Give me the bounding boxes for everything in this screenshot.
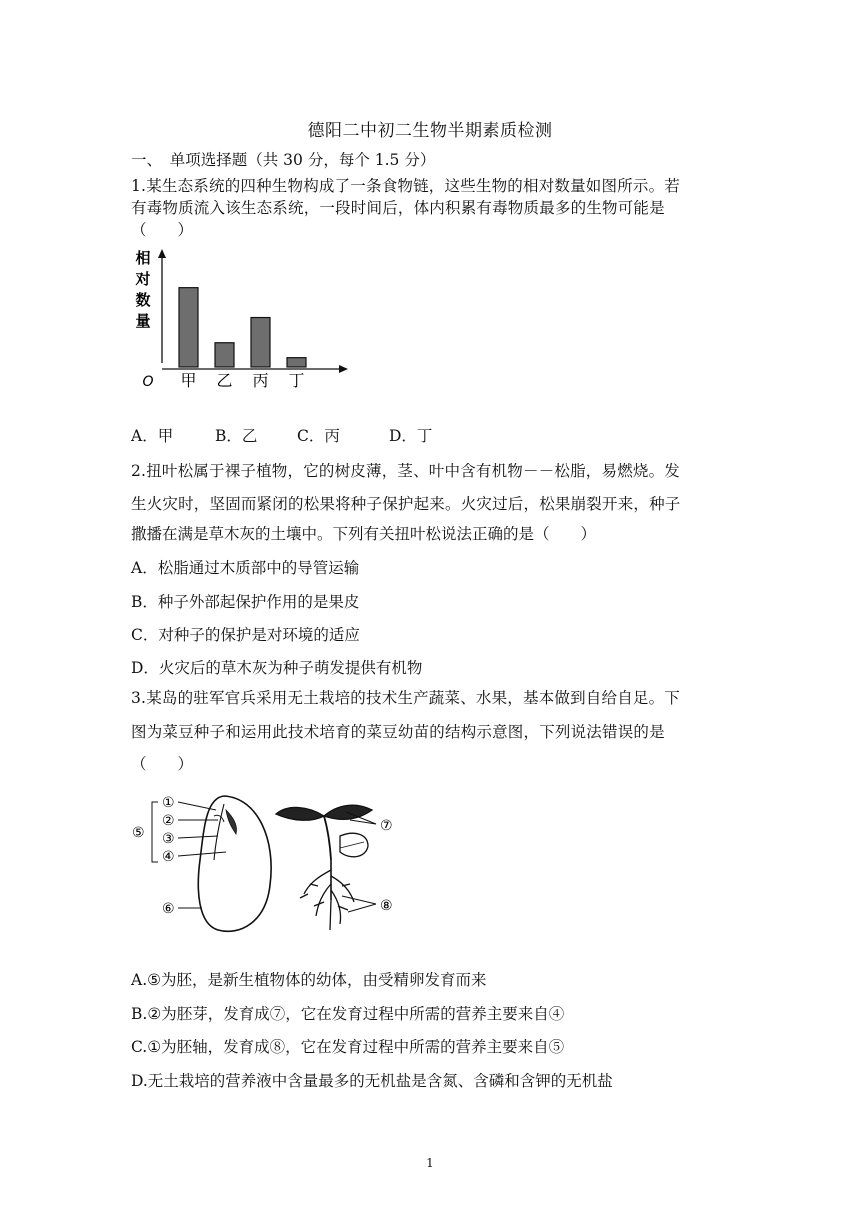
x-axis-arrow-icon — [339, 365, 348, 373]
q2-option-b[interactable]: B．种子外部起保护作用的是果皮 — [131, 593, 360, 611]
x-tick-label-2: 乙 — [216, 371, 233, 390]
x-tick-label-3: 丙 — [252, 371, 269, 390]
seedling-label-8: ⑧ — [380, 898, 393, 914]
bean-seedling-illustration — [276, 805, 372, 930]
seedling-label-7: ⑦ — [380, 818, 393, 834]
bar-3 — [251, 318, 270, 367]
seed-label-5: ⑤ — [132, 825, 145, 841]
section-heading: 一、 单项选择题（共 30 分，每个 1.5 分） — [131, 151, 436, 169]
q2-text-line-2: 生火灾时，坚固而紧闭的松果将种子保护起来。火灾过后，松果崩裂开来，种子 — [131, 495, 681, 513]
x-tick-label-4: 丁 — [288, 371, 305, 390]
q1-option-a[interactable]: A．甲 — [131, 427, 174, 445]
q3-option-a[interactable]: A.⑤为胚，是新生植物体的幼体，由受精卵发育而来 — [131, 971, 487, 989]
q3-text-line-2: 图为菜豆种子和运用此技术培育的菜豆幼苗的结构示意图，下列说法错误的是 — [131, 723, 665, 741]
page-title: 德阳二中初二生物半期素质检测 — [307, 121, 553, 141]
q3-option-d[interactable]: D.无土栽培的营养液中含量最多的无机盐是含氮、含磷和含钾的无机盐 — [131, 1072, 613, 1090]
q2-option-d[interactable]: D．火灾后的草木灰为种子萌发提供有机物 — [131, 659, 423, 677]
q2-option-a[interactable]: A．松脂通过木质部中的导管运输 — [131, 559, 360, 577]
q1-option-b[interactable]: B．乙 — [215, 427, 258, 445]
seed-seedling-diagram — [128, 790, 428, 940]
q1-answer-blank: （ ） — [131, 221, 194, 239]
bean-seed-illustration — [198, 796, 271, 931]
q3-option-b[interactable]: B.②为胚芽，发育成⑦，它在发育过程中所需的营养主要来自④ — [131, 1005, 565, 1023]
q2-text-line-3: 撒播在满是草木灰的土壤中。下列有关扭叶松说法正确的是（ ） — [131, 525, 597, 543]
q1-text-line-2: 有毒物质流入该生态系统，一段时间后，体内积累有毒物质最多的生物可能是 — [131, 199, 665, 217]
q1-options — [131, 426, 731, 446]
seed-label-3: ③ — [162, 831, 175, 847]
chart-origin-label: O — [142, 374, 154, 390]
seed-label-2: ② — [162, 813, 175, 829]
bar-1 — [179, 288, 198, 367]
y-axis-arrow-icon — [158, 249, 166, 258]
chart-ylabel — [134, 249, 150, 330]
q3-text-line-1: 3.某岛的驻军官兵采用无土栽培的技术生产蔬菜、水果，基本做到自给自足。下 — [131, 689, 680, 707]
seedling-label-lines — [342, 812, 376, 912]
q1-bar-chart — [126, 245, 366, 395]
x-tick-label-1: 甲 — [180, 371, 197, 390]
q1-option-d[interactable]: D．丁 — [389, 427, 433, 445]
bar-2 — [215, 343, 234, 367]
bar-4 — [287, 358, 306, 367]
q3-answer-blank: （ ） — [131, 755, 194, 773]
q2-option-c[interactable]: C．对种子的保护是对环境的适应 — [131, 626, 360, 644]
y-axis-label: 相对数量 — [135, 249, 151, 330]
seed-label-1: ① — [162, 795, 175, 811]
seed-label-6: ⑥ — [162, 901, 175, 917]
q1-option-c[interactable]: C．丙 — [297, 427, 340, 445]
q3-option-c[interactable]: C.①为胚轴，发育成⑧，它在发育过程中所需的营养主要来自⑤ — [131, 1038, 565, 1056]
q2-text-line-1: 2.扭叶松属于裸子植物，它的树皮薄，茎、叶中含有机物－－松脂，易燃烧。发 — [131, 462, 680, 480]
page-number: 1 — [426, 1156, 434, 1170]
q1-text-line-1: 1.某生态系统的四种生物构成了一条食物链，这些生物的相对数量如图所示。若 — [131, 177, 680, 195]
seed-label-4: ④ — [162, 849, 175, 865]
